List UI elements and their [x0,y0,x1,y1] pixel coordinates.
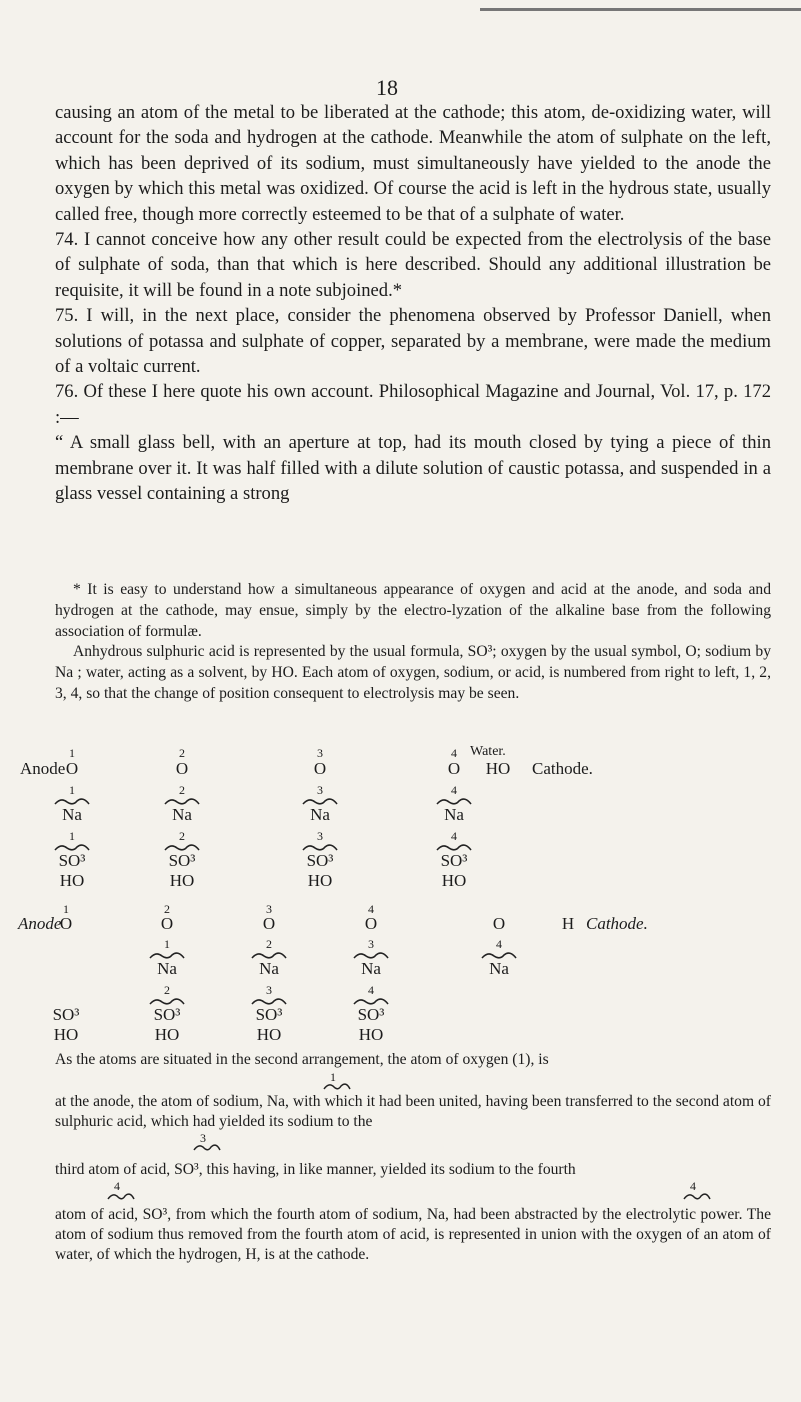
tilde-mark [301,797,339,805]
tilde-mark [250,997,288,1005]
closing-paragraph: atom of acid, SO³, from which the fourth atom of sodium, Na, had been abstracted by the electrolytic power. The atom of sodium thus removed from the fourth atom of acid, is represented in union with the oxygen of an atom of water, of which the hydrogen, H, is at the cathode. [55,1206,771,1263]
atom-number: 2 [164,983,170,997]
footnote-paragraph: * It is easy to understand how a simultaneous appearance of oxygen and acid at the anode, and soda and hydrogen at the cathode, may ensue, simply by the electro-lyzation of the alkaline base from the following association of formulæ. [55,581,771,640]
acid-formula: SO³ [306,851,334,870]
water-formula: HO [169,871,195,890]
sodium-atom: Na [444,805,464,824]
anode-label: Anode [18,914,62,933]
tilde-mark [435,797,473,805]
water-formula: HO [154,1025,180,1044]
atom-number: 4 [496,937,502,951]
acid-formula: SO³ [52,1005,80,1024]
paragraph: causing an atom of the metal to be liberated at the cathode; this atom, de-oxidizing water, will account for the soda and hydrogen at the cathode. Meanwhile the atom of sulphate on the left, which has been deprived of its sodium, must simultaneously have yielded to the anode the oxygen by which this metal was oxidized. Of course the acid is left in the hydrous state, usually called free, though more correctly esteemed to be that of a sulphate of water. [55,102,771,225]
atom-number: 1 [63,902,69,916]
sodium-atom: Na [259,959,279,978]
tilde-mark [322,1082,352,1090]
water-formula: HO [307,871,333,890]
atom-number: 3 [266,902,272,916]
oxygen-atom: O [160,914,174,933]
atom-number: 3 [368,937,374,951]
closing-line: third atom of acid, SO³, this having, in like manner, yielded its sodium to the fourth [55,1161,576,1178]
sodium-atom: Na [310,805,330,824]
acid-formula: SO³ [357,1005,385,1024]
atom-number: 2 [266,937,272,951]
atom-number: 1 [69,746,75,760]
footnote-paragraph: Anhydrous sulphuric acid is represented by the usual formula, SO³; oxygen by the usual symbol, O; sodium by Na ; water, acting as a solvent, by HO. Each atom of oxygen, sodium, or acid, is numbered from right to left, 1, 2, 3, 4, so that the change of position consequent to electrolysis may be seen. [55,643,771,702]
water-formula: HO [53,1025,79,1044]
hydrogen-atom: H [561,914,575,933]
acid-formula: SO³ [440,851,468,870]
oxygen-atom: O [364,914,378,933]
top-rule [480,8,801,11]
footnote [55,580,771,705]
sodium-atom: Na [172,805,192,824]
closing-line: As the atoms are situated in the second arrangement, the atom of oxygen (1), is [55,1051,549,1068]
oxygen-atom: O [262,914,276,933]
water-formula: HO [256,1025,282,1044]
atom-number: 1 [330,1070,336,1084]
tilde-mark [352,951,390,959]
anode-label: Anode [20,759,66,778]
sodium-atom: Na [62,805,82,824]
tilde-mark [106,1192,136,1200]
atom-number: 4 [368,902,374,916]
closing-line: at the anode, the atom of sodium, Na, with which it had been united, having been transferred to the second atom of sulphuric acid, which had yielded its sodium to the [55,1093,771,1130]
tilde-mark [163,797,201,805]
body-text [55,100,771,507]
water-formula: HO [59,871,85,890]
atom-number: 3 [317,829,323,843]
atom-number: 3 [317,746,323,760]
oxygen-atom: O [492,914,506,933]
paragraph: 74. I cannot conceive how any other result could be expected from the electrolysis of the base of sulphate of soda, than that which is here described. Should any additional illustration be requisite, it will be found in a note subjoined.* [55,229,771,301]
tilde-mark [352,997,390,1005]
atom-number: 4 [690,1179,696,1193]
atom-number: 2 [179,829,185,843]
tilde-mark [480,951,518,959]
page-number: 18 [376,75,398,100]
quotation: “ A small glass bell, with an aperture at top, had its mouth closed by tying a piece of thin membrane over it. It was half filled with a dilute solution of caustic potassa, and suspended in a glass vessel containing a strong [55,432,771,505]
tilde-mark [148,997,186,1005]
oxygen-atom: O [59,914,73,933]
atom-number: 4 [114,1179,120,1193]
acid-formula: SO³ [153,1005,181,1024]
tilde-mark [148,951,186,959]
atom-number: 4 [451,829,457,843]
atom-number: 1 [164,937,170,951]
atom-number: 3 [317,783,323,797]
atom-number: 2 [164,902,170,916]
atom-number: 1 [69,829,75,843]
cathode-label: Cathode. [532,759,593,778]
tilde-mark [250,951,288,959]
atom-number: 1 [69,783,75,797]
tilde-mark [53,797,91,805]
paragraph: 76. Of these I here quote his own account. Philosophical Magazine and Journal, Vol. 17, p. 172 :— [55,381,771,428]
atom-number: 3 [200,1131,206,1145]
acid-formula: SO³ [58,851,86,870]
atom-number: 4 [451,746,457,760]
tilde-mark [192,1143,222,1151]
water-formula: HO [358,1025,384,1044]
tilde-mark [435,843,473,851]
tilde-mark [163,843,201,851]
atom-number: 2 [179,783,185,797]
water-formula: HO [441,871,467,890]
acid-formula: SO³ [168,851,196,870]
cathode-label: Cathode. [586,914,648,933]
atom-number: 4 [451,783,457,797]
oxygen-atom: O [175,759,189,778]
oxygen-atom: O [447,759,461,778]
atom-number: 2 [179,746,185,760]
acid-formula: SO³ [255,1005,283,1024]
oxygen-atom: O [313,759,327,778]
tilde-mark [301,843,339,851]
water-formula: HO [485,759,511,778]
tilde-mark [682,1192,712,1200]
sodium-atom: Na [361,959,381,978]
sodium-atom: Na [157,959,177,978]
atom-number: 3 [266,983,272,997]
sodium-atom: Na [489,959,509,978]
paragraph: 75. I will, in the next place, consider the phenomena observed by Professor Daniell, when solutions of potassa and sulphate of copper, separated by a membrane, were made the medium of a voltaic current. [55,305,771,378]
tilde-mark [53,843,91,851]
atom-number: 4 [368,983,374,997]
oxygen-atom: O [65,759,79,778]
water-label: Water. [470,744,506,759]
